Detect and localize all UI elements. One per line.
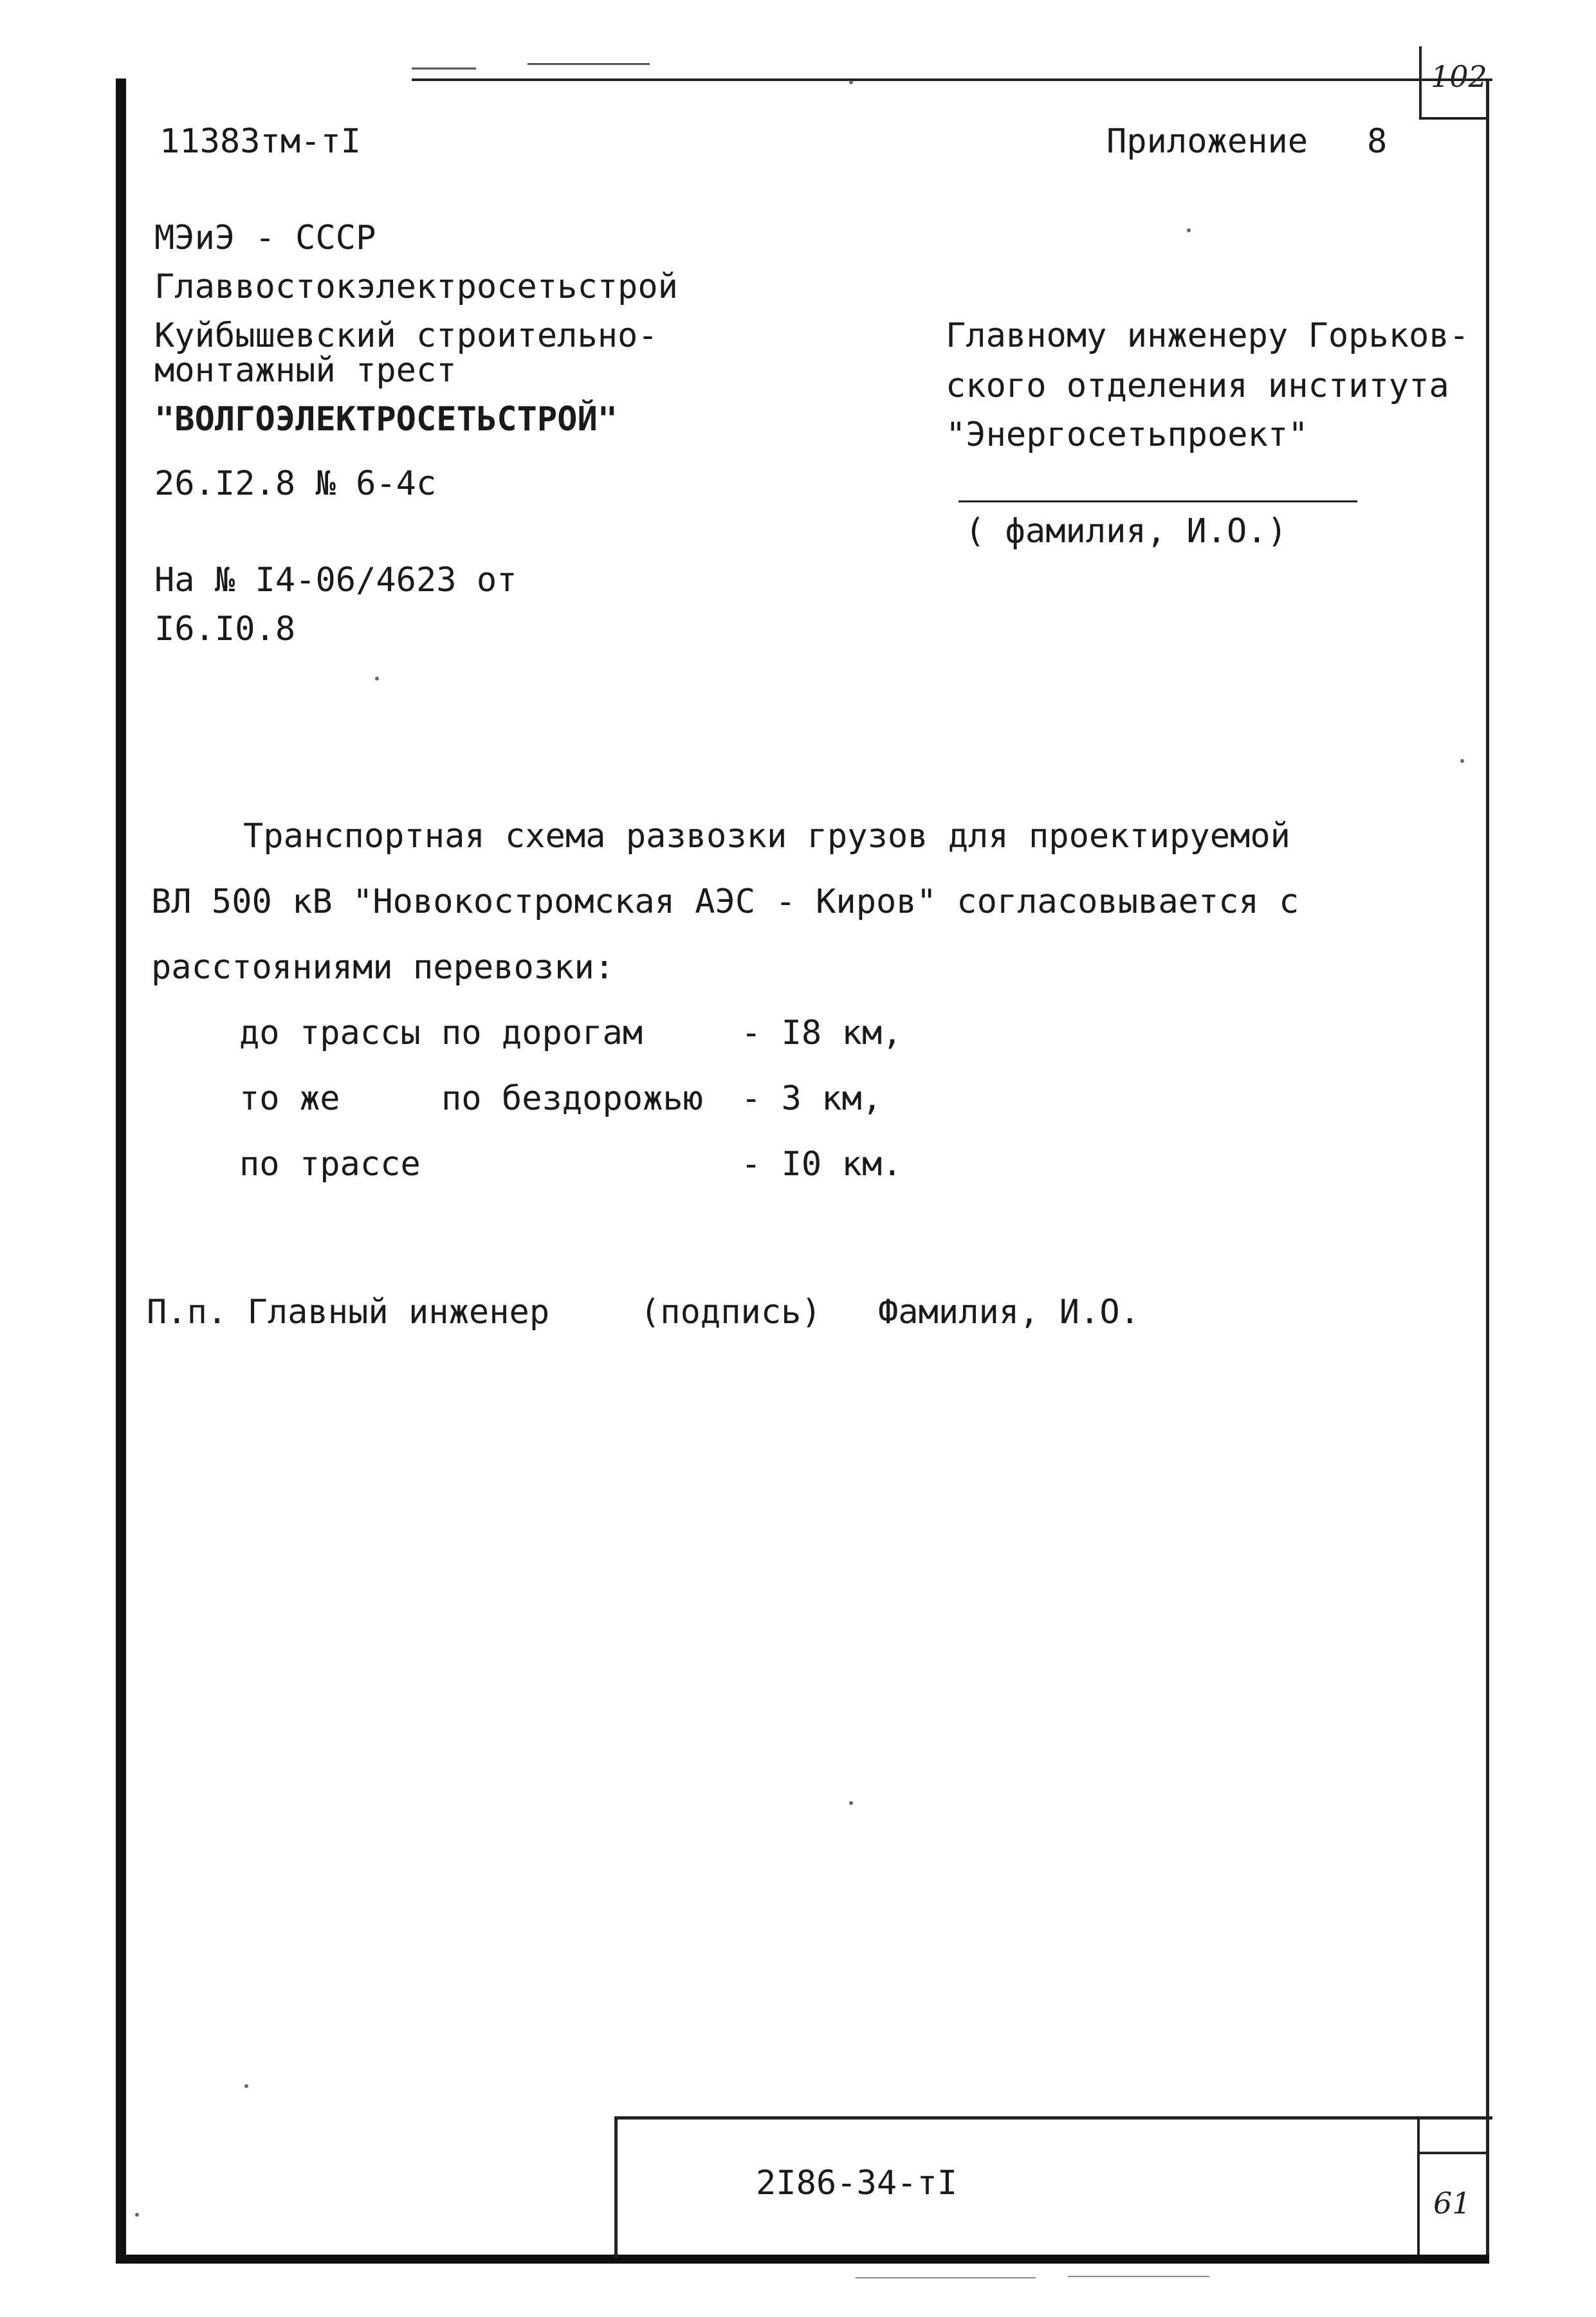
scan-dash xyxy=(856,2277,1036,2278)
sender-trust-name: "ВОЛГОЭЛЕКТРОСЕТЬСТРОЙ" xyxy=(154,400,618,439)
scan-dash xyxy=(1068,2276,1209,2277)
reply-reference-line2: I6.I0.8 xyxy=(154,610,296,648)
scan-speck xyxy=(1460,759,1464,763)
sender-ministry: МЭиЭ - СССР xyxy=(154,219,376,257)
distance-value: - I8 км, xyxy=(741,1014,903,1052)
scan-speck xyxy=(135,2213,139,2217)
recipient-line1: Главному инженеру Горьков- xyxy=(946,316,1469,355)
outgoing-reference: 26.I2.8 № 6-4с xyxy=(154,464,437,503)
document-code: 11383тм-тI xyxy=(160,122,362,161)
stamp-document-code: 2I86-34-тI xyxy=(756,2164,958,2203)
body-line2: ВЛ 500 кВ "Новокостромская АЭС - Киров" согласовывается с xyxy=(151,883,1299,921)
body-line1: Транспортная схема развозки грузов для проектируемой xyxy=(243,817,1290,856)
scan-speck xyxy=(849,1801,853,1805)
stamp-separator xyxy=(1417,2152,1489,2154)
scan-speck xyxy=(1187,228,1191,232)
appendix-number: 8 xyxy=(1367,122,1388,161)
distance-value: - 3 км, xyxy=(741,1079,883,1118)
frame-top-border xyxy=(412,78,1492,81)
scan-speck xyxy=(375,677,379,681)
signature-placeholder: (подпись) xyxy=(640,1293,821,1332)
frame-dash xyxy=(527,63,650,65)
distance-label-a: по трассе xyxy=(239,1145,421,1184)
scan-speck xyxy=(244,2084,248,2088)
distance-value: - I0 км. xyxy=(741,1145,903,1184)
title-stamp xyxy=(614,2116,1492,2258)
distance-label-b: по дорогам xyxy=(441,1014,643,1052)
recipient-line3: "Энергосетьпроект" xyxy=(946,416,1308,454)
signature-prefix: П.п. Главный инженер xyxy=(147,1293,550,1332)
frame-left-border xyxy=(116,78,126,2262)
distance-label-a: до трассы xyxy=(239,1014,421,1052)
recipient-name-line xyxy=(959,500,1357,502)
sheet-number: 102 xyxy=(1431,59,1487,94)
stamp-separator xyxy=(1417,2116,1420,2255)
recipient-line2: ского отделения института xyxy=(946,367,1449,405)
scan-speck xyxy=(849,80,853,84)
sender-trust-line2: монтажный трест xyxy=(154,351,457,390)
recipient-name-hint: ( фамилия, И.О.) xyxy=(965,512,1287,551)
signature-name: Фамилия, И.О. xyxy=(878,1293,1140,1332)
sheet-number-box xyxy=(1419,46,1489,120)
frame-dash xyxy=(412,68,476,69)
distance-label-b: по бездорожью xyxy=(441,1079,703,1118)
appendix-label: Приложение xyxy=(1106,122,1308,161)
sender-trust-line1: Куйбышевский строительно- xyxy=(154,316,658,355)
stamp-page-number: 61 xyxy=(1433,2186,1471,2221)
frame-right-border xyxy=(1486,78,1489,2262)
sender-department: Главвостокэлектросетьстрой xyxy=(154,268,678,306)
distance-label-a: то же xyxy=(239,1079,340,1118)
body-line3: расстояниями перевозки: xyxy=(151,948,615,987)
reply-reference-line1: На № I4-06/4623 от xyxy=(154,561,517,600)
